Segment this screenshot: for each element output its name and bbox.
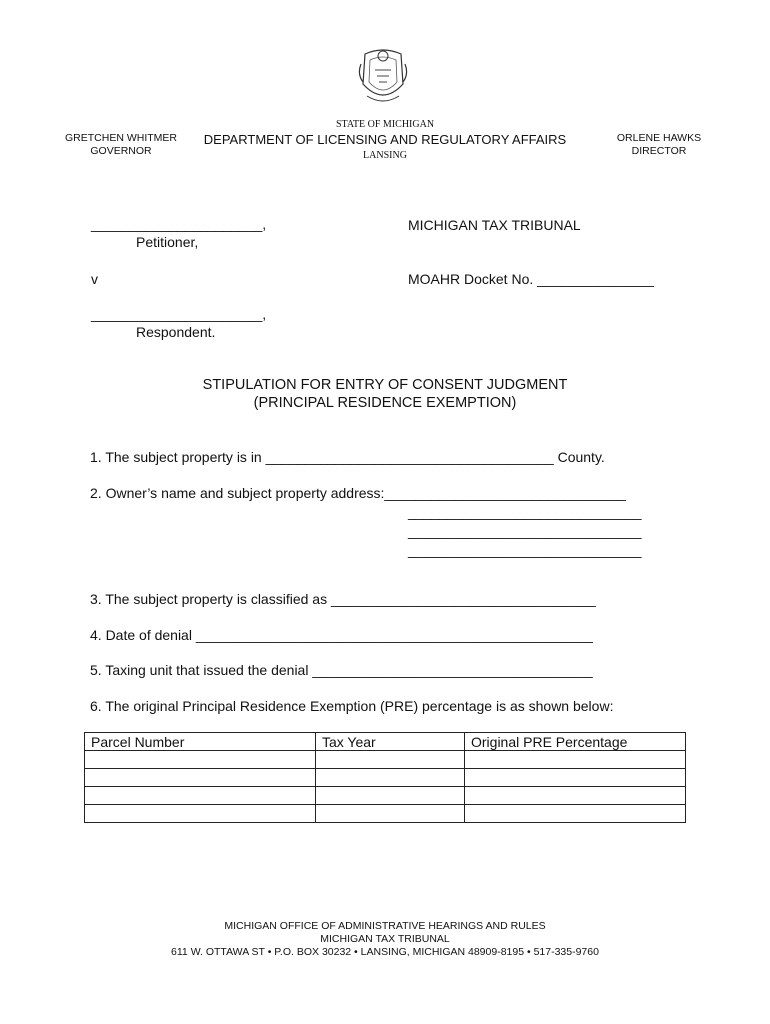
table-cell[interactable]	[465, 787, 686, 805]
header-original-pre-percentage: Original PRE Percentage	[465, 733, 686, 751]
table-cell[interactable]	[85, 751, 316, 769]
table-cell[interactable]	[465, 805, 686, 823]
footer-tribunal: MICHIGAN TAX TRIBUNAL	[320, 933, 450, 945]
item-classification: 3. The subject property is classified as __________________________________	[90, 591, 596, 607]
table-cell[interactable]	[316, 787, 465, 805]
table-row	[85, 769, 686, 787]
item-denial-date: 4. Date of denial ___________________________________________________	[90, 627, 593, 643]
table-cell[interactable]	[465, 769, 686, 787]
table-cell[interactable]	[465, 751, 686, 769]
table-cell[interactable]	[85, 769, 316, 787]
petitioner-label: Petitioner,	[136, 234, 199, 250]
table-cell[interactable]	[85, 805, 316, 823]
petitioner-line: ______________________,	[91, 216, 267, 232]
item-county: 1. The subject property is in _____________________________________ County.	[90, 449, 605, 465]
director-block	[584, 132, 734, 158]
address-line-3: ______________________________	[408, 523, 642, 539]
address-line-2: ______________________________	[408, 504, 642, 520]
table-cell[interactable]	[316, 751, 465, 769]
address-line-4: ______________________________	[408, 542, 642, 558]
pre-table	[84, 732, 686, 823]
state-name: STATE OF MICHIGAN	[335, 119, 435, 130]
governor-title: GOVERNOR	[90, 145, 152, 157]
table-cell[interactable]	[85, 787, 316, 805]
item-owner-address: 2. Owner’s name and subject property address:_______________________________	[90, 485, 626, 501]
governor-block	[46, 132, 196, 158]
footer-office: MICHIGAN OFFICE OF ADMINISTRATIVE HEARINGS AND RULES	[224, 920, 546, 932]
item-pre-percentage: 6. The original Principal Residence Exemption (PRE) percentage is as shown below:	[90, 698, 614, 714]
versus-label: v	[91, 271, 98, 287]
docket-number: MOAHR Docket No. _______________	[408, 271, 654, 287]
table-cell[interactable]	[316, 805, 465, 823]
footer-address: 611 W. OTTAWA ST • P.O. BOX 30232 • LANSING, MICHIGAN 48909-8195 • 517-335-9760	[171, 946, 599, 958]
respondent-line: ______________________,	[91, 306, 267, 322]
department-name: DEPARTMENT OF LICENSING AND REGULATORY AFFAIRS	[203, 132, 567, 147]
director-title: DIRECTOR	[631, 145, 687, 157]
title-line-1: STIPULATION FOR ENTRY OF CONSENT JUDGMENT	[202, 377, 568, 393]
city-name: LANSING	[363, 150, 407, 161]
respondent-label: Respondent.	[136, 324, 216, 340]
footer	[0, 920, 770, 959]
table-row	[85, 751, 686, 769]
governor-name: GRETCHEN WHITMER	[65, 132, 177, 144]
header-tax-year: Tax Year	[316, 733, 465, 751]
header-parcel-number: Parcel Number	[85, 733, 316, 751]
item-taxing-unit: 5. Taxing unit that issued the denial ____________________________________	[90, 662, 593, 678]
table-row	[85, 787, 686, 805]
table-cell[interactable]	[316, 769, 465, 787]
director-name: ORLENE HAWKS	[616, 132, 702, 144]
state-seal	[357, 44, 409, 108]
table-header-row	[85, 733, 686, 751]
title-line-2: (PRINCIPAL RESIDENCE EXEMPTION)	[253, 395, 517, 411]
table-row	[85, 805, 686, 823]
tribunal-name: MICHIGAN TAX TRIBUNAL	[408, 217, 581, 233]
document-title	[85, 376, 685, 412]
